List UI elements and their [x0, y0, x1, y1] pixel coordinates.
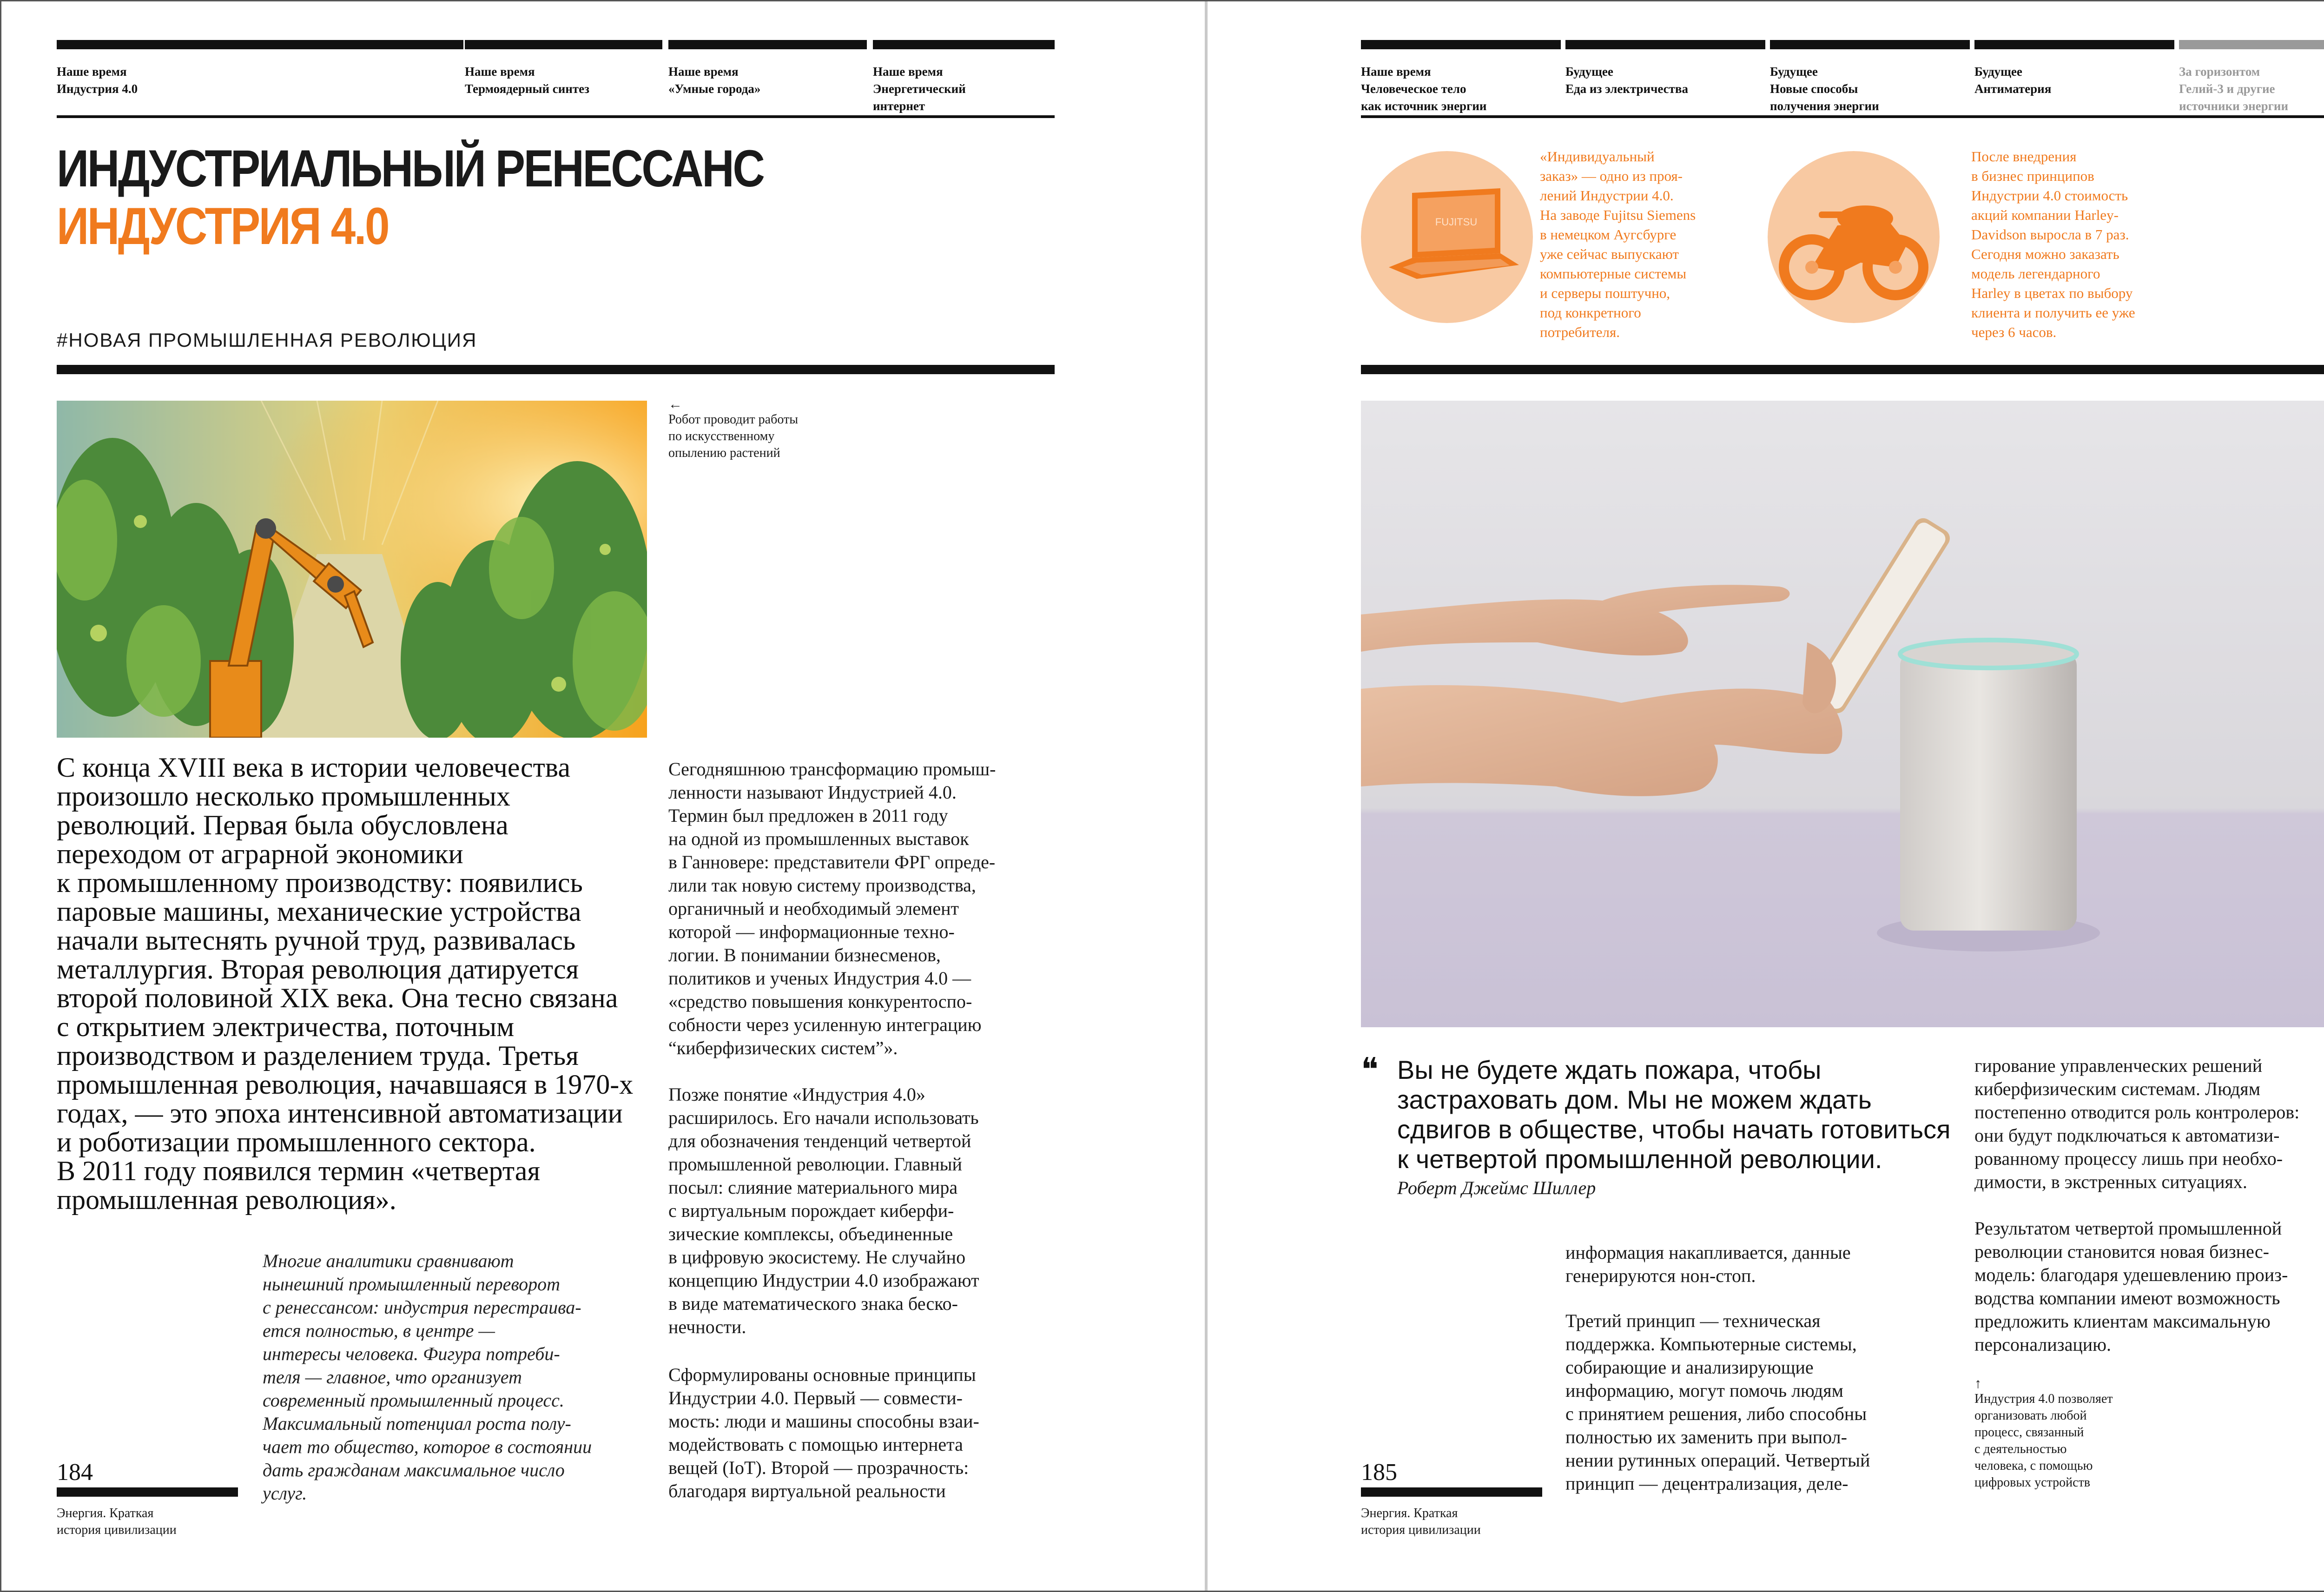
caption-line: процесс, связанный	[1974, 1425, 2084, 1440]
body-line: лили так новую систему производства,	[668, 875, 976, 896]
header-rule	[57, 115, 1055, 118]
body-column2-para1	[1974, 1054, 2299, 1194]
caption-line: по искусственному	[668, 429, 775, 443]
laptop-brand-label: FUJITSU	[1435, 216, 1478, 228]
page-number: 185	[1361, 1459, 1397, 1486]
side-note-line: потребителя.	[1540, 324, 1620, 340]
section-rule	[1361, 365, 2324, 374]
lead-line: паровые машины, механические устройства	[57, 896, 581, 927]
quote-line: к четвертой промышленной революции.	[1397, 1144, 1882, 1174]
nav-tab-new-energy[interactable]	[1770, 40, 1970, 113]
note-line: Многие аналитики сравнивают	[263, 1250, 514, 1271]
nav-topic: Человеческое тело	[1361, 82, 1466, 96]
note-line: Максимальный потенциал роста полу-	[263, 1413, 571, 1434]
nav-topic: Индустрия 4.0	[57, 82, 138, 96]
smart-speaker-photo	[1361, 401, 2324, 1027]
body-line: модействовать с помощью интернета	[668, 1434, 963, 1455]
body-line: Индустрии 4.0. Первый — совмести-	[668, 1387, 963, 1408]
side-note-line: Индустрии 4.0 стоимость	[1971, 187, 2128, 204]
nav-bar	[1974, 40, 2174, 49]
running-footer	[1361, 1505, 1481, 1539]
body-line: в цифровую экосистему. Не случайно	[668, 1247, 966, 1268]
side-note-line: «Индивидуальный	[1540, 148, 1655, 165]
body-column1-para1	[1565, 1241, 1851, 1288]
body-line: постепенно отводится роль контролеров:	[1974, 1102, 2300, 1123]
hashtag: #НОВАЯ ПРОМЫШЛЕННАЯ РЕВОЛЮЦИЯ	[57, 329, 477, 351]
lead-line: произошло несколько промышленных	[57, 781, 510, 812]
body-line: генерируются нон-стоп.	[1565, 1265, 1756, 1286]
body-line: димости, в экстренных ситуациях.	[1974, 1171, 2247, 1192]
nav-section: Будущее	[1770, 65, 1818, 79]
nav-tab-smart-cities[interactable]	[668, 40, 867, 110]
headline-line2: ИНДУСТРИЯ 4.0	[57, 197, 389, 255]
page-number: 184	[57, 1459, 93, 1486]
nav-topic: Энергетический	[873, 82, 966, 96]
laptop-circle-image	[1361, 151, 1533, 323]
nav-tab-human-body[interactable]	[1361, 40, 1561, 113]
side-note-line: и серверы поштучно,	[1540, 285, 1670, 301]
lead-line: к промышленному производству: появились	[57, 867, 583, 898]
lead-line: переходом от аграрной экономики	[57, 839, 463, 869]
side-note-line: модель легендарного	[1971, 265, 2100, 282]
nav-topic: Термоядерный синтез	[465, 82, 589, 96]
photo-caption	[668, 397, 878, 462]
nav-bar	[465, 40, 662, 49]
body-line: политиков и ученых Индустрия 4.0 —	[668, 968, 971, 989]
quote-line: Вы не будете ждать пожара, чтобы	[1397, 1055, 1822, 1084]
lead-paragraph	[57, 753, 633, 1214]
side-note-line: уже сейчас выпускают	[1540, 246, 1679, 262]
body-line: собности через усиленную интеграцию	[668, 1014, 982, 1035]
body-line: логии. В понимании бизнесменов,	[668, 945, 941, 965]
quote-mark-icon: ❝	[1361, 1052, 1379, 1088]
nav-topic: Новые способы	[1770, 82, 1858, 96]
side-note-line: Davidson выросла в 7 раз.	[1971, 226, 2129, 243]
body-column-para2	[668, 1083, 979, 1339]
side-note-line: лений Индустрии 4.0.	[1540, 187, 1674, 204]
quote-author: Роберт Джеймс Шиллер	[1397, 1177, 1596, 1198]
nav-topic-cont: как источник энергии	[1361, 99, 1487, 113]
body-line: Третий принцип — техническая	[1565, 1310, 1821, 1331]
body-line: Позже понятие «Индустрия 4.0»	[668, 1084, 925, 1105]
lead-line: металлургия. Вторая революция датируется	[57, 954, 579, 984]
side-note-line: компьютерные системы	[1540, 265, 1687, 282]
pull-quote	[1397, 1055, 1951, 1174]
body-line: Результатом четвертой промышленной	[1974, 1218, 2282, 1239]
lead-line: промышленная революция».	[57, 1184, 396, 1215]
side-note-line: в немецком Аугсбурге	[1540, 226, 1677, 243]
nav-topic-cont: получения энергии	[1770, 99, 1879, 113]
body-line: в Ганновере: представители ФРГ опреде-	[668, 852, 996, 872]
caption-line: цифровых устройств	[1974, 1475, 2091, 1490]
headline-line1: ИНДУСТРИАЛЬНЫЙ РЕНЕССАНС	[57, 139, 764, 198]
body-line: в виде математического знака беско-	[668, 1293, 958, 1314]
body-line: на одной из промышленных выставок	[668, 828, 969, 849]
footer-line: история цивилизации	[57, 1523, 177, 1537]
caption-line: Индустрия 4.0 позволяет	[1974, 1392, 2113, 1406]
nav-section: Будущее	[1974, 65, 2022, 79]
nav-topic: «Умные города»	[668, 82, 761, 96]
nav-tab-food-from-electricity[interactable]	[1565, 40, 1765, 110]
body-line: рованному процессу лишь при необхо-	[1974, 1148, 2283, 1169]
note-line: дать гражданам максимальное число	[263, 1460, 565, 1480]
body-column1-para2	[1565, 1309, 1870, 1495]
body-line: водства компании имеют возможность	[1974, 1288, 2280, 1308]
lead-line: начали вытеснять ручной труд, развивалась	[57, 925, 576, 956]
side-note-line: через 6 часов.	[1971, 324, 2057, 340]
body-line: киберфизическим системам. Людям	[1974, 1078, 2261, 1099]
nav-section: Наше время	[668, 65, 739, 79]
footer-line: Энергия. Краткая	[57, 1506, 154, 1520]
body-line: органичный и необходимый элемент	[668, 898, 959, 919]
body-line: расширилось. Его начали использовать	[668, 1107, 979, 1128]
body-line: «средство повышения конкурентоспо-	[668, 991, 972, 1012]
note-line: с ренессансом: индустрия перестраива-	[263, 1297, 581, 1318]
side-note-line: заказ» — одно из проя-	[1540, 168, 1683, 184]
body-line: благодаря виртуальной реальности	[668, 1480, 946, 1501]
side-note-line: клиента и получить ее уже	[1971, 304, 2135, 321]
lead-line: революций. Первая была обусловлена	[57, 810, 508, 840]
body-line: концепцию Индустрии 4.0 изображают	[668, 1270, 979, 1291]
quote-line: застраховать дом. Мы не можем ждать	[1397, 1085, 1872, 1114]
body-line: с принятием решения, либо способны	[1565, 1403, 1867, 1424]
footer-rule	[1361, 1487, 1542, 1497]
arrow-left-icon: ←	[668, 396, 682, 412]
body-line: посыл: слияние материального мира	[668, 1177, 958, 1198]
side-note-line: в бизнес принципов	[1971, 168, 2094, 184]
side-note-line: акций компании Harley-	[1971, 207, 2119, 223]
nav-section: За горизонтом	[2179, 65, 2260, 79]
side-note-line: Harley в цветах по выбору	[1971, 285, 2133, 301]
nav-bar	[57, 40, 463, 49]
nav-section: Наше время	[873, 65, 943, 79]
body-line: Термин был предложен в 2011 году	[668, 805, 948, 826]
arrow-up-icon: ↑	[1974, 1376, 1981, 1391]
body-line: персонализацию.	[1974, 1334, 2112, 1355]
nav-bar	[873, 40, 1055, 49]
body-line: принцип — децентрализация, деле-	[1565, 1473, 1849, 1494]
note-line: современный промышленный процесс.	[263, 1390, 564, 1411]
caption-line: с деятельностью	[1974, 1442, 2067, 1456]
body-line: нечности.	[668, 1316, 746, 1337]
nav-section: Будущее	[1565, 65, 1613, 79]
nav-topic: Антиматерия	[1974, 82, 2052, 96]
body-line: информацию, могут помочь людям	[1565, 1380, 1843, 1401]
nav-section: Наше время	[1361, 65, 1431, 79]
side-note-line: После внедрения	[1971, 148, 2077, 165]
lead-line: и роботизации промышленного сектора.	[57, 1127, 536, 1157]
body-line: Сформулированы основные принципы	[668, 1364, 976, 1385]
body-line: “киберфизических систем”».	[668, 1037, 898, 1058]
nav-tab-fusion[interactable]	[465, 40, 662, 110]
nav-section: Наше время	[465, 65, 535, 79]
body-column2-para2	[1974, 1217, 2288, 1356]
body-line: с виртуальным порождает киберфи-	[668, 1200, 954, 1221]
note-line: ется полностью, в центре —	[263, 1320, 495, 1341]
right-page	[1208, 0, 2324, 1592]
nav-section: Наше время	[57, 65, 127, 79]
body-line: поддержка. Компьютерные системы,	[1565, 1334, 1857, 1354]
body-line: зические комплексы, объединенные	[668, 1223, 953, 1244]
lead-line: с открытием электричества, поточным	[57, 1011, 515, 1042]
laptop-side-note	[1540, 147, 1696, 342]
side-note-line: под конкретного	[1540, 304, 1641, 321]
body-line: для обозначения тенденций четвертой	[668, 1130, 971, 1151]
nav-tab-antimatter[interactable]	[1974, 40, 2174, 110]
body-line: революции становится новая бизнес-	[1974, 1241, 2269, 1262]
body-line: Сегодняшнюю трансформацию промыш-	[668, 759, 996, 779]
nav-topic: Еда из электричества	[1565, 82, 1688, 96]
body-line: предложить клиентам максимальную	[1974, 1311, 2271, 1332]
nav-bar	[1770, 40, 1970, 49]
note-line: теля — главное, что организует	[263, 1367, 522, 1387]
nav-topic-cont: источники энергии	[2179, 99, 2289, 113]
body-line: собирающие и анализирующие	[1565, 1357, 1814, 1378]
lead-line: промышленная революция, начавшаяся в 1970-х	[57, 1069, 634, 1100]
note-line: чает то общество, которое в состоянии	[263, 1436, 592, 1457]
footer-rule	[57, 1487, 238, 1497]
lead-line: второй половиной XIX века. Она тесно связана	[57, 983, 618, 1013]
robot-greenhouse-photo	[57, 401, 647, 738]
motorcycle-circle-image	[1768, 151, 1940, 323]
lead-line: производством и разделением труда. Третья	[57, 1040, 579, 1071]
body-line: вещей (IoT). Второй — прозрачность:	[668, 1457, 969, 1478]
nav-topic: Гелий-3 и другие	[2179, 82, 2275, 96]
nav-tab-helium-3[interactable]	[2179, 40, 2324, 113]
speaker-caption	[1974, 1377, 2113, 1491]
italic-note	[263, 1249, 592, 1505]
footer-line: Энергия. Краткая	[1361, 1506, 1458, 1520]
body-line: они будут подключаться к автоматизи-	[1974, 1125, 2280, 1146]
harley-side-note	[1971, 147, 2135, 342]
nav-tab-energy-internet[interactable]	[873, 40, 1055, 113]
caption-line: опылению растений	[668, 446, 780, 460]
body-line: модель: благодаря удешевлению произ-	[1974, 1264, 2288, 1285]
side-note-line: Сегодня можно заказать	[1971, 246, 2119, 262]
nav-topic-cont: интернет	[873, 99, 925, 113]
nav-bar	[1361, 40, 1561, 49]
body-column-para1	[668, 758, 996, 1060]
section-rule	[57, 365, 1055, 374]
header-rule	[1361, 115, 2324, 118]
body-line: ленности называют Индустрией 4.0.	[668, 782, 957, 803]
caption-line: организовать любой	[1974, 1408, 2087, 1423]
nav-bar	[668, 40, 867, 49]
body-line: информация накапливается, данные	[1565, 1242, 1851, 1263]
side-note-line: На заводе Fujitsu Siemens	[1540, 207, 1696, 223]
body-line: полностью их заменить при выпол-	[1565, 1427, 1847, 1447]
quote-line: сдвигов в обществе, чтобы начать готовиться	[1397, 1115, 1951, 1144]
note-line: нынешний промышленный переворот	[263, 1274, 561, 1295]
body-line: мость: люди и машины способны взаи-	[668, 1411, 979, 1432]
body-line: которой — информационные техно-	[668, 921, 955, 942]
nav-bar	[2179, 40, 2324, 49]
body-line: нении рутинных операций. Четвертый	[1565, 1450, 1870, 1471]
body-line: промышленной революции. Главный	[668, 1154, 962, 1175]
note-line: услуг.	[263, 1483, 307, 1504]
lead-line: С конца XVIII века в истории человечества	[57, 752, 570, 783]
caption-line: Робот проводит работы	[668, 412, 799, 427]
body-line: гирование управленческих решений	[1974, 1055, 2263, 1076]
nav-bar	[1565, 40, 1765, 49]
body-column-para3	[668, 1363, 979, 1503]
note-line: интересы человека. Фигура потреби-	[263, 1343, 560, 1364]
running-footer	[57, 1505, 177, 1539]
caption-line: человека, с помощью	[1974, 1459, 2093, 1473]
lead-line: годах, — это эпоха интенсивной автоматизации	[57, 1098, 623, 1129]
footer-line: история цивилизации	[1361, 1523, 1481, 1537]
nav-tab-industry-4[interactable]	[57, 40, 463, 110]
lead-line: В 2011 году появился термин «четвертая	[57, 1156, 541, 1186]
